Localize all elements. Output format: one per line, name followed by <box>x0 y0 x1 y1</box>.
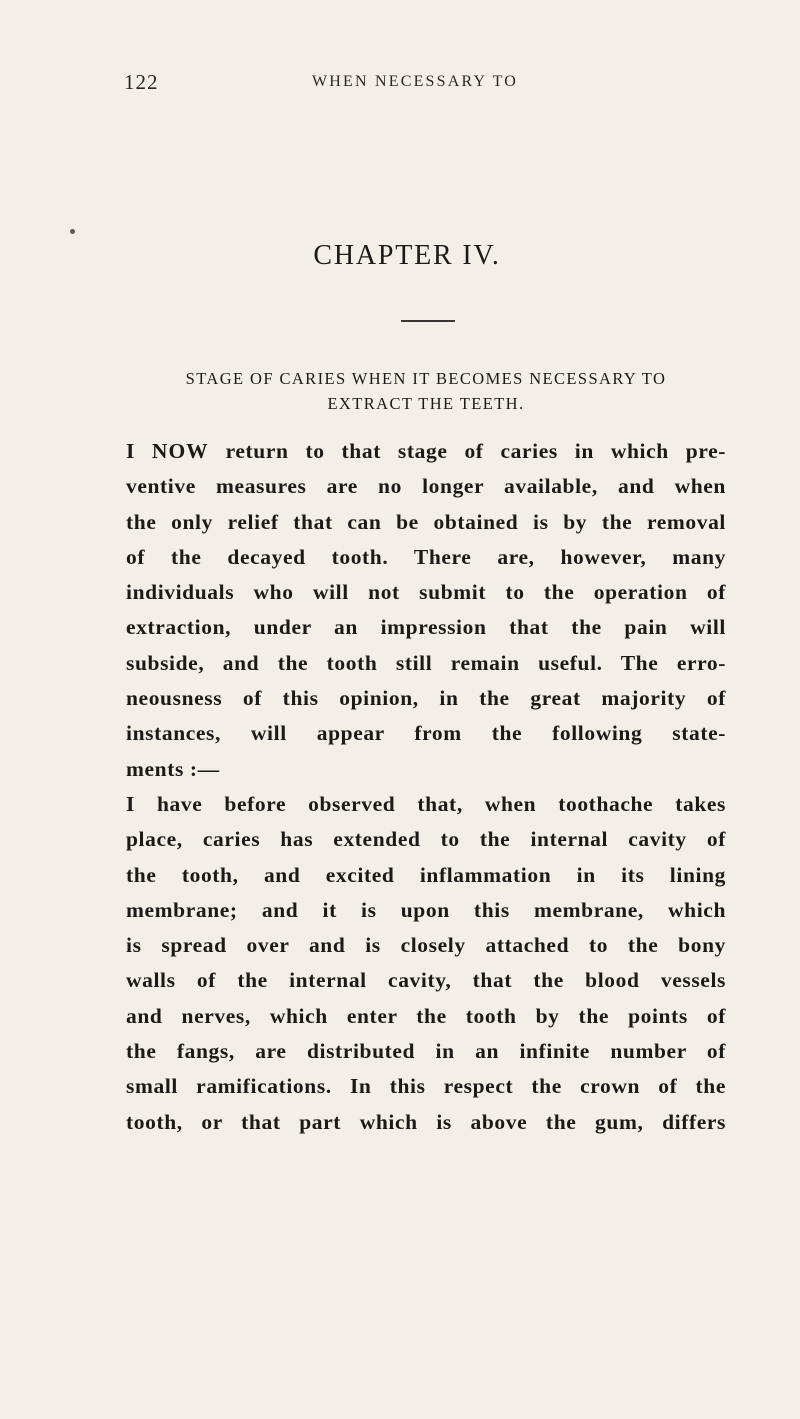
opening-word: I <box>126 439 135 463</box>
body-line: walls of the internal cavity, that the blood vessels <box>126 968 726 993</box>
chapter-rule <box>401 320 455 322</box>
chapter-subtitle <box>126 366 726 416</box>
body-line: I have before observed that, when toothache takes <box>126 791 726 816</box>
body-line: and nerves, which enter the tooth by the points of <box>126 1003 726 1028</box>
body-line: ventive measures are no longer available, and when <box>126 474 726 499</box>
running-head <box>124 70 724 100</box>
body-line: small ramifications. In this respect the crown of the <box>126 1074 726 1099</box>
opening-smallcaps: NOW <box>151 439 209 463</box>
body-line: membrane; and it is upon this membrane, which <box>126 897 726 922</box>
body-line: instances, will appear from the following state- <box>126 721 726 746</box>
body-line: the tooth, and excited inflammation in its lining <box>126 862 726 887</box>
ink-speck <box>70 229 75 234</box>
running-title: WHEN NECESSARY TO <box>312 73 519 90</box>
body-line: tooth, or that part which is above the gum, differs <box>126 1109 726 1134</box>
subtitle-line: EXTRACT THE TEETH. <box>327 394 525 413</box>
body-line: is spread over and is closely attached to the bony <box>126 933 726 958</box>
body-line: subside, and the tooth still remain useful. The erro- <box>126 650 726 675</box>
opening-rest: return to that stage of caries in which pre- <box>208 439 726 463</box>
body-line: the only relief that can be obtained is by the removal <box>126 509 726 534</box>
page-number: 122 <box>124 70 159 94</box>
chapter-title: CHAPTER IV. <box>313 240 501 271</box>
body-line: place, caries has extended to the internal cavity of <box>126 827 726 852</box>
body-line: extraction, under an impression that the pain will <box>126 615 726 640</box>
subtitle-line: STAGE OF CARIES WHEN IT BECOMES NECESSARY TO <box>185 369 667 388</box>
body-line: neousness of this opinion, in the great majority of <box>126 686 726 711</box>
body-line: of the decayed tooth. There are, however, many <box>126 544 726 569</box>
body-text <box>126 434 726 1140</box>
body-line: ments :— <box>126 756 220 781</box>
body-line: individuals who will not submit to the operation of <box>126 580 726 605</box>
body-line-opening <box>126 434 726 469</box>
body-line: the fangs, are distributed in an infinite number of <box>126 1039 726 1064</box>
